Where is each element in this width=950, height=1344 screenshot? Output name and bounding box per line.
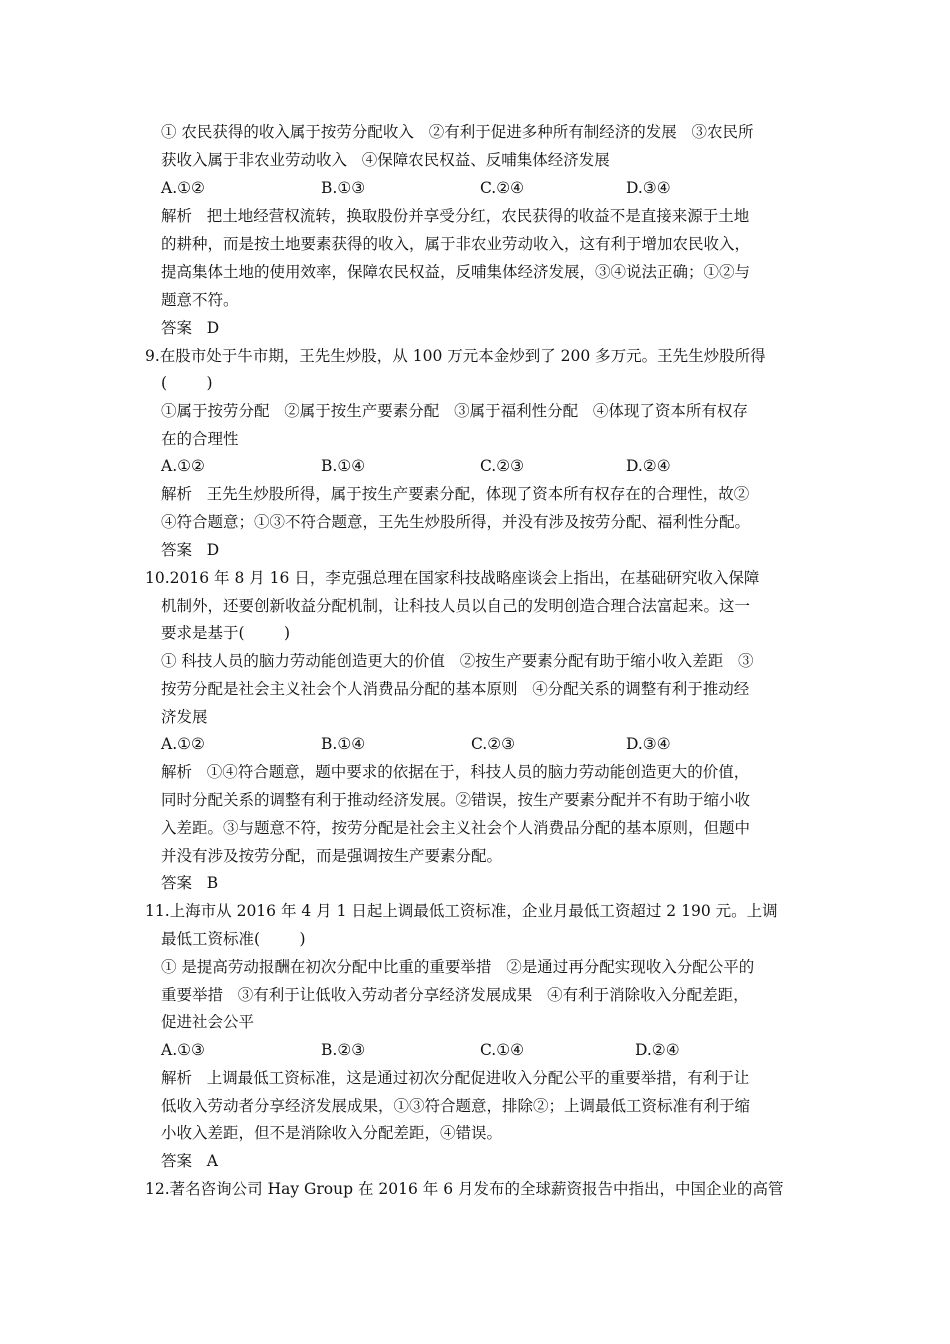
q8-option-b: B.①③ bbox=[321, 179, 366, 197]
q11-option-c: C.①④ bbox=[480, 1041, 525, 1059]
q8-option-d: D.③④ bbox=[626, 179, 671, 197]
q10-statement-line-1: ① 科技人员的脑力劳动能创造更大的价值 ②按生产要素分配有助于缩小收入差距 ③ bbox=[161, 652, 754, 670]
q10-analysis-line-1: 解析 ①④符合题意，题中要求的依据在于，科技人员的脑力劳动能创造更大的价值， bbox=[161, 763, 750, 781]
q8-analysis-line-1: 解析 把土地经营权流转，换取股份并享受分红，农民获得的收益不是直接来源于土地 bbox=[161, 207, 750, 225]
q8-option-c: C.②④ bbox=[480, 179, 525, 197]
q11-statement-line-1: ① 是提高劳动报酬在初次分配中比重的重要举措 ②是通过再分配实现收入分配公平的 bbox=[161, 958, 755, 976]
q9-option-c: C.②③ bbox=[480, 457, 525, 475]
q10-statement-line-2: 按劳分配是社会主义社会个人消费品分配的基本原则 ④分配关系的调整有利于推动经 bbox=[161, 680, 750, 698]
q9-stem-line-1: 9.在股市处于牛市期，王先生炒股，从 100 万元本金炒到了 200 多万元。王先生炒股所得 bbox=[145, 347, 766, 365]
q12-stem-line-1: 12.著名咨询公司 Hay Group 在 2016 年 6 月发布的全球薪资报告中指出，中国企业的高管 bbox=[145, 1180, 784, 1198]
q9-statement-line-1: ①属于按劳分配 ②属于按生产要素分配 ③属于福利性分配 ④体现了资本所有权存 bbox=[161, 402, 748, 420]
q10-analysis-line-4: 并没有涉及按劳分配，而是强调按生产要素分配。 bbox=[161, 847, 503, 865]
q8-statement-line-2: 获收入属于非农业劳动收入 ④保障农民权益、反哺集体经济发展 bbox=[161, 151, 610, 169]
q10-statement-line-3: 济发展 bbox=[161, 708, 208, 726]
q10-option-a: A.①② bbox=[161, 735, 205, 753]
q9-analysis-line-1: 解析 王先生炒股所得，属于按生产要素分配，体现了资本所有权存在的合理性，故② bbox=[161, 485, 750, 503]
q9-statement-line-2: 在的合理性 bbox=[161, 430, 239, 448]
q9-answer: 答案 D bbox=[161, 541, 220, 559]
q10-option-d: D.③④ bbox=[626, 735, 671, 753]
q8-analysis-line-2: 的耕种，而是按土地要素获得的收入，属于非农业劳动收入，这有利于增加农民收入， bbox=[161, 235, 751, 253]
q9-stem-line-2: ( ) bbox=[161, 374, 213, 392]
q9-option-a: A.①② bbox=[161, 457, 205, 475]
q9-option-d: D.②④ bbox=[626, 457, 671, 475]
q8-analysis-line-3: 提高集体土地的使用效率，保障农民权益，反哺集体经济发展，③④说法正确；①②与 bbox=[161, 263, 751, 281]
q11-option-d: D.②④ bbox=[635, 1041, 680, 1059]
q11-statement-line-2: 重要举措 ③有利于让低收入劳动者分享经济发展成果 ④有利于消除收入分配差距， bbox=[161, 986, 749, 1004]
q8-option-a: A.①② bbox=[161, 179, 205, 197]
q8-statement-line-1: ① 农民获得的收入属于按劳分配收入 ②有利于促进多种所有制经济的发展 ③农民所 bbox=[161, 123, 754, 141]
q10-option-c: C.②③ bbox=[471, 735, 516, 753]
q8-answer: 答案 D bbox=[161, 319, 220, 337]
q10-answer: 答案 B bbox=[161, 874, 219, 892]
q10-stem-line-1: 10.2016 年 8 月 16 日，李克强总理在国家科技战略座谈会上指出，在基础研究收入保障 bbox=[145, 569, 760, 587]
q11-analysis-line-2: 低收入劳动者分享经济发展成果，①③符合题意，排除②；上调最低工资标准有利于缩 bbox=[161, 1097, 751, 1115]
q11-stem-line-1: 11.上海市从 2016 年 4 月 1 日起上调最低工资标准，企业月最低工资超过 2 190 元。上调 bbox=[145, 902, 778, 920]
q11-analysis-line-1: 解析 上调最低工资标准，这是通过初次分配促进收入分配公平的重要举措，有利于让 bbox=[161, 1069, 750, 1087]
q10-stem-line-3: 要求是基于( ) bbox=[161, 624, 291, 642]
q11-option-a: A.①③ bbox=[161, 1041, 205, 1059]
q10-analysis-line-2: 同时分配关系的调整有利于推动经济发展。②错误，按生产要素分配并不有助于缩小收 bbox=[161, 791, 751, 809]
q9-option-b: B.①④ bbox=[321, 457, 366, 475]
q11-analysis-line-3: 小收入差距，但不是消除收入分配差距，④错误。 bbox=[161, 1124, 503, 1142]
q8-analysis-line-4: 题意不符。 bbox=[161, 291, 239, 309]
q11-statement-line-3: 促进社会公平 bbox=[161, 1013, 255, 1031]
q11-stem-line-2: 最低工资标准( ) bbox=[161, 930, 306, 948]
q9-analysis-line-2: ④符合题意；①③不符合题意，王先生炒股所得，并没有涉及按劳分配、福利性分配。 bbox=[161, 513, 751, 531]
q10-stem-line-2: 机制外，还要创新收益分配机制，让科技人员以自己的发明创造合理合法富起来。这一 bbox=[161, 597, 751, 615]
q11-answer: 答案 A bbox=[161, 1152, 218, 1170]
q10-option-b: B.①④ bbox=[321, 735, 366, 753]
q11-option-b: B.②③ bbox=[321, 1041, 366, 1059]
q10-analysis-line-3: 入差距。③与题意不符，按劳分配是社会主义社会个人消费品分配的基本原则，但题中 bbox=[161, 819, 751, 837]
